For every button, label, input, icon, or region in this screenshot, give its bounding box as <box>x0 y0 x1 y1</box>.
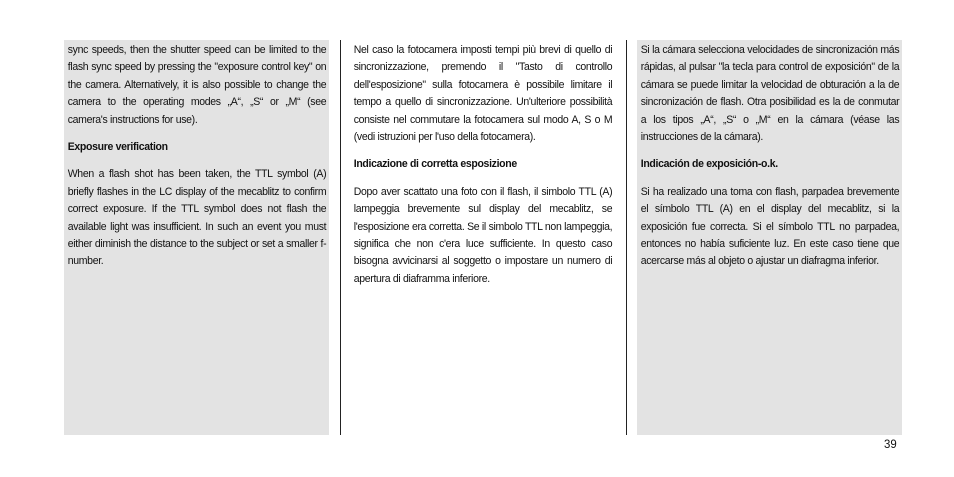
italian-section-heading: Indicazione di corretta esposizione <box>353 158 517 171</box>
spanish-intro-paragraph: Si la cámara selecciona velocidades de sincronización más rápidas, al pulsar "la tecla para control de exposición" de la cámara se puede limitar la velocidad de obturación a la de sincronización de flash. Otra posibilidad es la de conmutar a los tipos „A“, „S“ o „M“ en la cámara (véase las instrucciones de la cámara). <box>640 44 900 144</box>
italian-body-paragraph: Dopo aver scattato una foto con il flash, il simbolo TTL (A) lampeggia brevemente sul display del mecablitz, se l'esposizione era corretta. Se il simbolo TTL non lampeggia, significa che non c'era luce sufficiente. In questo caso bisogna avvicinarsi al soggetto o impostare un numero di apertura di diaframma inferiore. <box>353 185 613 285</box>
spanish-section-heading: Indicación de exposición-o.k. <box>640 158 778 171</box>
italian-intro-paragraph: Nel caso la fotocamera imposti tempi più brevi di quello di sincronizzazione, premendo il "Tasto di controllo dell'esposizione" sulla fotocamera è possibile limitare il tempo a quello di sincronizzazione. Un'ulteriore possibilità consiste nel commutare la fotocamera sul modo A, S o M (vedi istruzioni per l'uso della fotocamera). <box>353 44 613 144</box>
spanish-body-paragraph: Si ha realizado una toma con flash, parpadea brevemente el símbolo TTL (A) en el display del mecablitz, si la exposición fue correcta. Si el símbolo TTL no parpadea, entonces no había suficiente luz. En este caso tiene que acercarse más al objeto o ajustar un diafragma inferior. <box>640 185 900 268</box>
english-intro-paragraph: sync speeds, then the shutter speed can be limited to the flash sync speed by pressing the "exposure control key" on the camera. Alternatively, it is also possible to change the camera to the operating modes „A“, „S“ or „M“ (see camera's instructions for use). <box>67 44 327 126</box>
column-divider-left <box>340 40 341 435</box>
english-column <box>64 40 330 464</box>
page-number: 39 <box>884 437 897 451</box>
english-section-heading: Exposure verification <box>67 141 168 154</box>
english-body-paragraph: When a flash shot has been taken, the TTL symbol (A) briefly flashes in the LC display of the mecablitz to confirm correct exposure. If the TTL symbol does not flash the available light was insufficient. In such an event you must either diminish the distance to the subject or set a smaller f-number. <box>67 168 327 268</box>
italian-column <box>350 40 616 464</box>
column-divider-right <box>626 40 627 435</box>
spanish-column <box>637 40 903 464</box>
